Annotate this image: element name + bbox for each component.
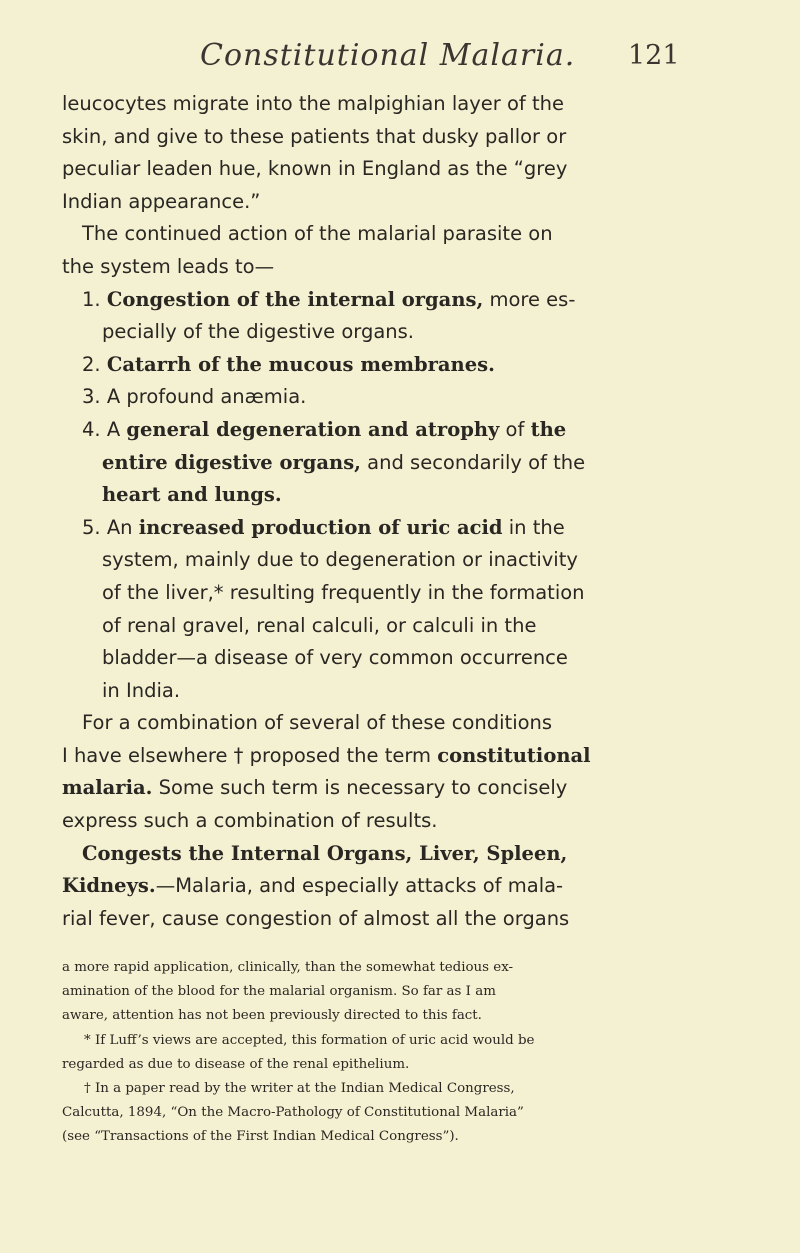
text-line: The continued action of the malarial parasite on bbox=[82, 222, 553, 246]
text-line: Indian appearance.” bbox=[62, 189, 261, 213]
list-item-continuation bbox=[62, 479, 722, 512]
footnote-line: (see “Transactions of the First Indian Medical Congress”). bbox=[62, 1129, 459, 1145]
text-span: I have elsewhere † proposed the term bbox=[62, 743, 438, 767]
list-item-4 bbox=[62, 414, 722, 447]
list-item-3 bbox=[62, 381, 722, 414]
text-line bbox=[62, 870, 722, 903]
page-number: 121 bbox=[628, 40, 680, 71]
list-item-continuation bbox=[62, 447, 722, 480]
list-item-continuation: in India. bbox=[102, 678, 181, 702]
list-marker: 4. bbox=[82, 417, 101, 441]
list-item-bold-text: entire digestive organs, bbox=[102, 450, 361, 474]
footnote-line: Calcutta, 1894, “On the Macro-Pathology of Constitutional Malaria” bbox=[62, 1105, 524, 1121]
list-item-1 bbox=[62, 284, 722, 317]
list-item-continuation: system, mainly due to degeneration or inactivity bbox=[102, 548, 578, 572]
list-item-continuation: bladder—a disease of very common occurrence bbox=[102, 646, 568, 670]
list-marker: 2. bbox=[82, 352, 101, 376]
list-item-5 bbox=[62, 512, 722, 545]
text-line: express such a combination of results. bbox=[62, 809, 438, 833]
text-line: the system leads to— bbox=[62, 254, 275, 278]
footnote-line: amination of the blood for the malarial organism. So far as I am bbox=[62, 984, 496, 1000]
bold-text: Congests the Internal Organs, Liver, Spleen, bbox=[82, 841, 568, 865]
bold-text: malaria. bbox=[62, 776, 153, 800]
footnote-line: regarded as due to disease of the renal epithelium. bbox=[62, 1056, 410, 1072]
list-item-continuation: of renal gravel, renal calculi, or calculi in the bbox=[102, 613, 537, 637]
text-span: Some such term is necessary to concisely bbox=[152, 776, 568, 800]
page-header bbox=[0, 38, 800, 88]
list-item-text: more es- bbox=[483, 287, 576, 311]
text-line: rial fever, cause congestion of almost all the organs bbox=[62, 906, 570, 930]
main-text bbox=[62, 88, 722, 935]
section-heading-line bbox=[62, 838, 722, 871]
text-line: For a combination of several of these conditions bbox=[82, 711, 553, 735]
list-marker: 3. bbox=[82, 385, 101, 409]
footnote-line: a more rapid application, clinically, than the somewhat tedious ex- bbox=[62, 960, 514, 975]
list-item-text: of bbox=[499, 417, 531, 441]
list-item-bold-text: Congestion of the internal organs, bbox=[106, 287, 484, 311]
list-item-bold-text: heart and lungs. bbox=[102, 483, 282, 507]
bold-text: constitutional bbox=[437, 743, 591, 767]
footnote-line: aware, attention has not been previously directed to this fact. bbox=[62, 1008, 482, 1024]
text-line bbox=[62, 740, 722, 773]
list-item-text: A bbox=[106, 417, 127, 441]
list-marker: 1. bbox=[82, 287, 101, 311]
list-item-bold-text: general degeneration and atrophy bbox=[126, 417, 500, 441]
running-title: Constitutional Malaria. bbox=[200, 38, 576, 73]
footnote-star: * If Luff’s views are accepted, this formation of uric acid would be bbox=[84, 1032, 535, 1048]
text-line: peculiar leaden hue, known in England as the “grey bbox=[62, 157, 568, 181]
list-item-bold-text: the bbox=[530, 417, 567, 441]
list-item-continuation: pecially of the digestive organs. bbox=[102, 320, 415, 344]
text-line: leucocytes migrate into the malpighian layer of the bbox=[62, 92, 564, 115]
list-item-text: in the bbox=[502, 515, 565, 539]
list-item-bold-text: increased production of uric acid bbox=[138, 515, 503, 539]
list-marker: 5. bbox=[82, 515, 101, 539]
footnote-dagger: † In a paper read by the writer at the Indian Medical Congress, bbox=[84, 1081, 515, 1097]
list-item-continuation: of the liver,* resulting frequently in the formation bbox=[102, 580, 585, 604]
list-item-text: An bbox=[106, 515, 139, 539]
text-span: —Malaria, and especially attacks of mala- bbox=[155, 874, 564, 898]
list-item-text: and secondarily of the bbox=[360, 450, 586, 474]
text-line: skin, and give to these patients that dusky pallor or bbox=[62, 124, 567, 148]
bold-text: Kidneys. bbox=[62, 874, 156, 898]
text-line bbox=[62, 772, 722, 805]
list-item-bold-text: Catarrh of the mucous membranes. bbox=[106, 352, 495, 376]
list-item-2 bbox=[62, 349, 722, 382]
list-item-text: A profound anæmia. bbox=[106, 385, 307, 409]
footnotes bbox=[62, 956, 727, 1150]
